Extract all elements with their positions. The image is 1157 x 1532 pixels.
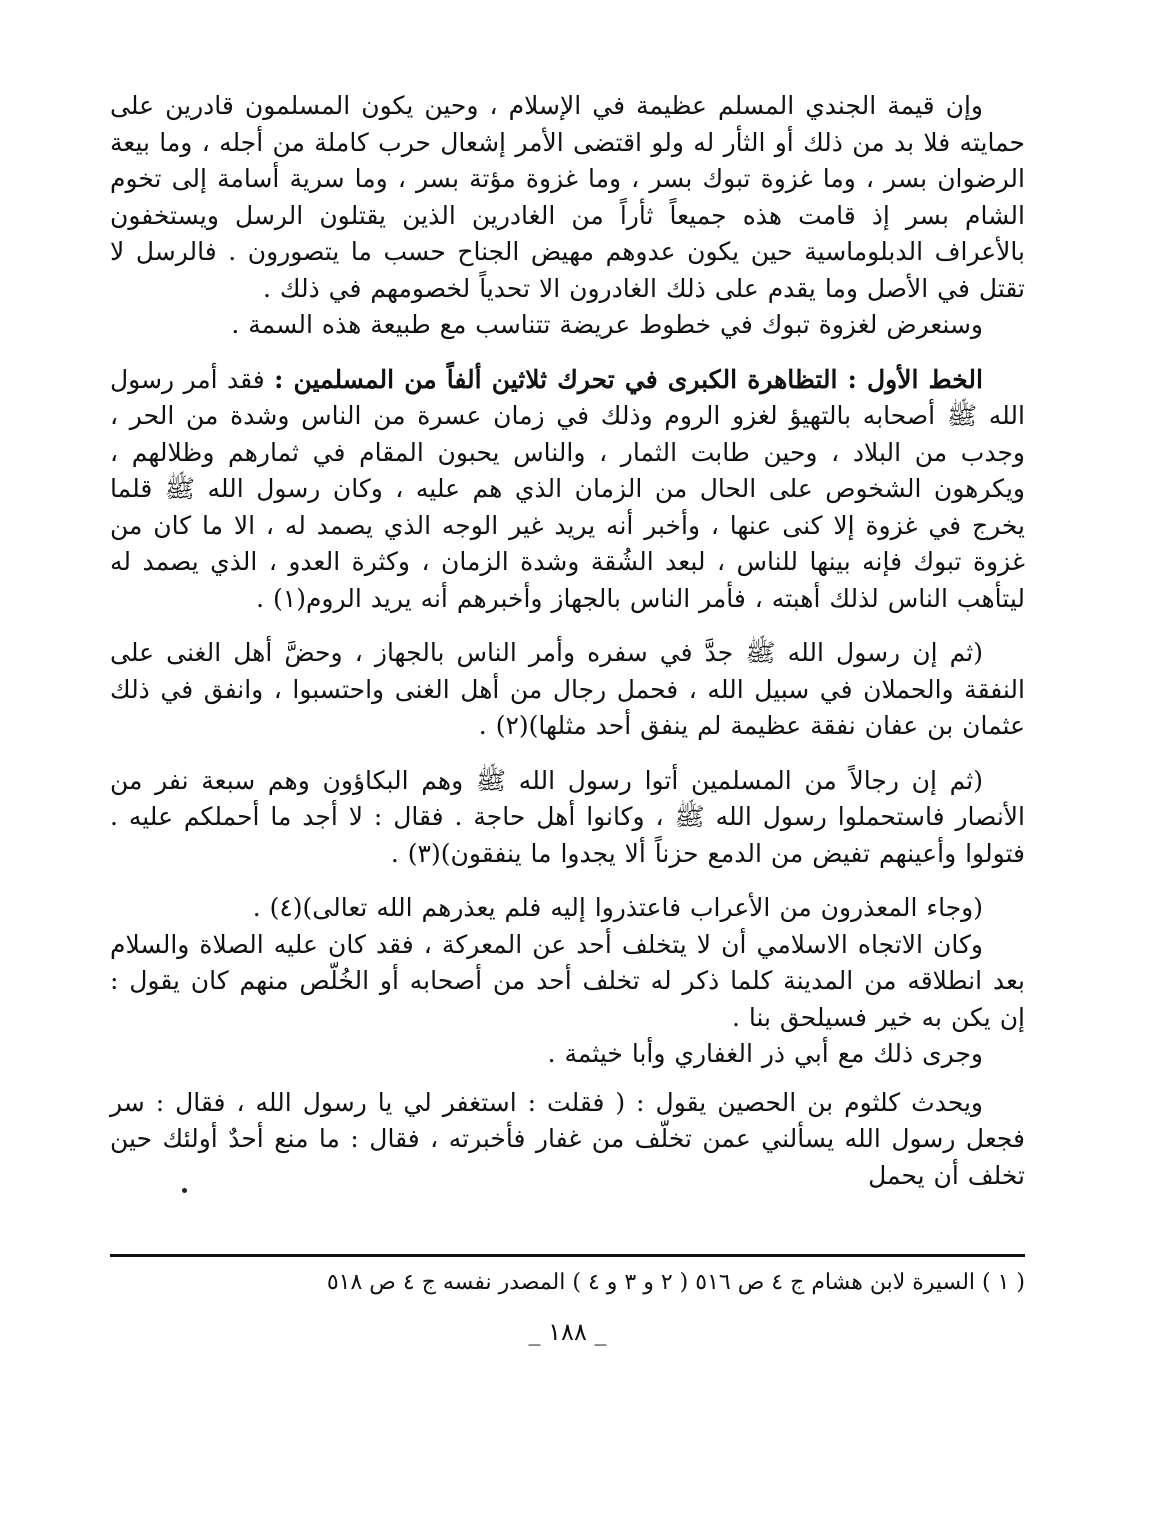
paragraph-abu-dharr: وجرى ذلك مع أبي ذر الغفاري وأبا خيثمة .	[547, 1039, 983, 1068]
footnote-divider	[110, 1254, 1025, 1257]
footnote: ( ١ ) السيرة لابن هشام ج ٤ ص ٥١٦ ( ٢ و ٣ و ٤ ) المصدر نفسه ج ٤ ص ٥١٨	[326, 1270, 1025, 1295]
quote-weepers: (ثم إن رجالاً من المسلمين أتوا رسول الله ﷺ وهم البكاؤون وهم سبعة نفر من الأنصار فاستحملوا رسول الله ﷺ ، وكانوا أهل حاجة . فقال : لا أجد ما أحملكم عليه . فتولوا وأعينهم تفيض من الدمع حزناً ألا يجدوا ما ينفقون)(٣) .	[110, 765, 1025, 868]
quote-preparation: (ثم إن رسول الله ﷺ جدَّ في سفره وأمر الناس بالجهاز ، وحضَّ أهل الغنى على النفقة والحملان في سبيل الله ، فحمل رجال من أهل الغنى واحتسبوا ، وانفق في ذلك عثمان بن عفان نفقة عظيمة لم ينفق أحد مثلها)(٢) .	[110, 638, 1025, 740]
paragraph-overview: وسنعرض لغزوة تبوك في خطوط عريضة تتناسب مع طبيعة هذه السمة .	[231, 310, 983, 339]
page-number: _ ١٨٨ _	[528, 1318, 607, 1346]
section-first-line	[110, 362, 1025, 618]
quote-excusers: (وجاء المعذرون من الأعراب فاعتذروا إليه فلم يعذرهم الله تعالى)(٤) .	[252, 893, 983, 922]
book-page	[110, 88, 1025, 1488]
paragraph-direction: وكان الاتجاه الاسلامي أن لا يتخلف أحد عن المعركة ، فقد كان عليه الصلاة والسلام بعد انطلاقه من المدينة كلما ذكر له تخلف أحد من أصحابه أو الخُلّص منهم كان يقول : إن يكن به خير فسيلحق بنا .	[110, 929, 1025, 1032]
paragraph-intro: وإن قيمة الجندي المسلم عظيمة في الإسلام ، وحين يكون المسلمون قادرين على حمايته فلا بد من ذلك أو الثأر له ولو اقتضى الأمر إشعال حرب كاملة من أجله ، وما بيعة الرضوان بسر ، وما غزوة تبوك بسر ، وما غزوة مؤتة بسر ، وما سرية أسامة إلى تخوم الشام بسر إذ قامت هذه جميعاً ثأراً من الغادرين الذين يقتلون الرسل ويستخفون بالأعراف الدبلوماسية حين يكون عدوهم مهيض الجناح حسب ما يتصورون . فالرسل لا تقتل في الأصل وما يقدم على ذلك الغادرون الا تحدياً لخصومهم في ذلك .	[110, 91, 1025, 303]
body-text	[110, 88, 1025, 1194]
section-heading: الخط الأول : التظاهرة الكبرى في تحرك ثلاثين ألفاً من المسلمين :	[274, 364, 983, 394]
scan-speck	[182, 1188, 187, 1193]
section-body: فقد أمر رسول الله ﷺ أصحابه بالتهيؤ لغزو الروم وذلك في زمان عسرة من الناس وشدة من الحر ، وجدب من البلاد ، وحين طابت الثمار ، والناس يحبون المقام في ثمارهم وظلالهم ، ويكرهون الشخوص على الحال من الزمان الذي هم عليه ، وكان رسول الله ﷺ قلما يخرج في غزوة إلا كنى عنها ، وأخبر أنه يريد غير الوجه الذي يصمد له ، الا ما كان من غزوة تبوك فإنه بينها للناس ، لبعد الشُقة وشدة الزمان ، وكثرة العدو ، الذي يصمد له ليتأهب الناس لذلك أهبته ، فأمر الناس بالجهاز وأخبرهم أنه يريد الروم(١) .	[110, 364, 1025, 613]
paragraph-kulthum: ويحدث كلثوم بن الحصين يقول : ( فقلت : استغفر لي يا رسول الله ، فقال : سر فجعل رسول الله يسألني عمن تخلّف من غفار فأخبرته ، فقال : ما منع أحدٌ أولئك حين تخلف أن يحمل	[110, 1087, 1025, 1190]
